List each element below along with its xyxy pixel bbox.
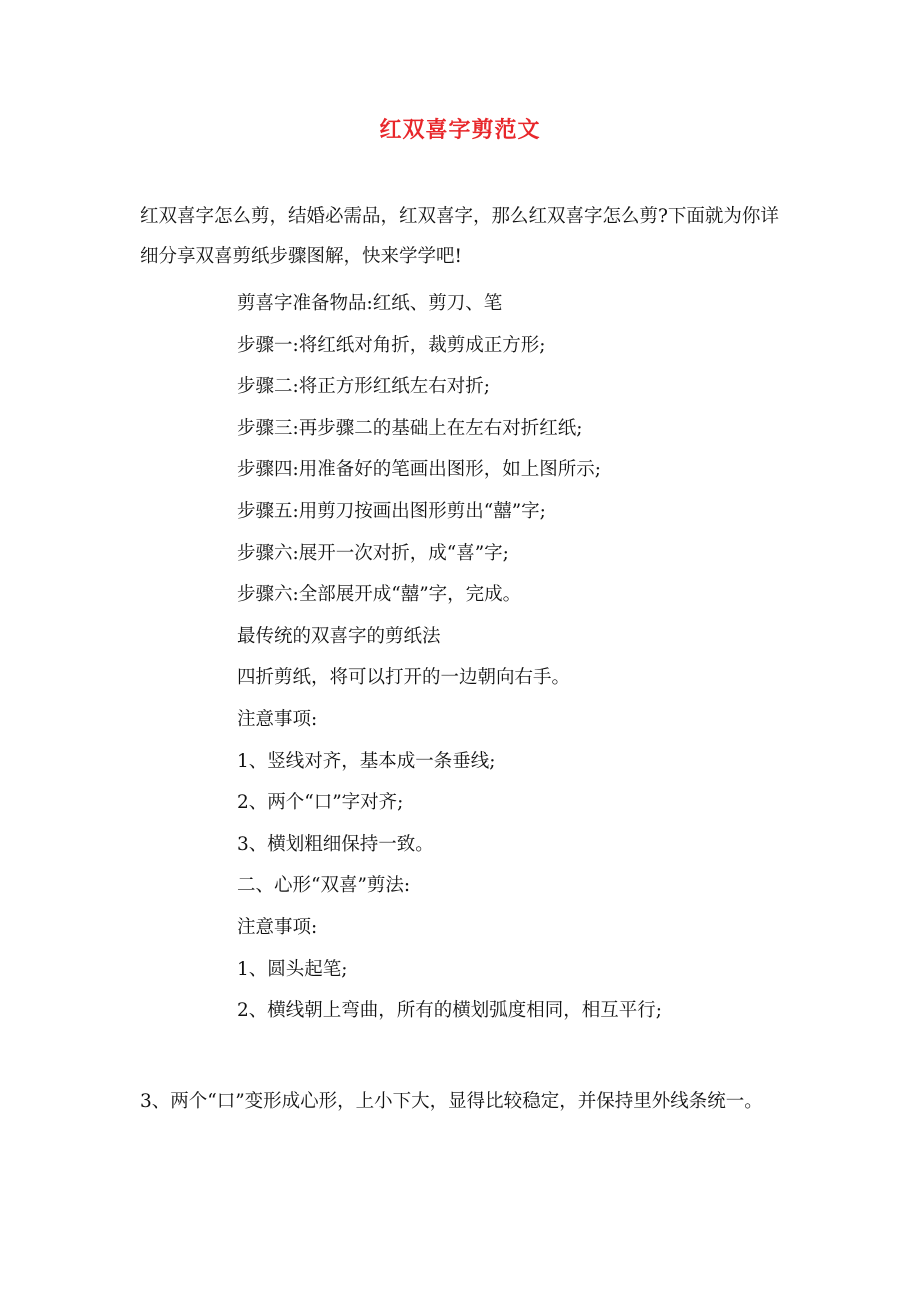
list-item: 步骤四:用准备好的笔画出图形，如上图所示; (237, 459, 601, 481)
content-lines (237, 283, 797, 1032)
list-item: 1、圆头起笔; (237, 958, 348, 980)
list-item: 2、两个“口”字对齐; (237, 792, 404, 814)
list-item: 3、横划粗细保持一致。 (237, 833, 434, 855)
list-item: 步骤一:将红纸对角折，裁剪成正方形; (237, 334, 546, 356)
list-item: 二、心形“双喜”剪法: (237, 875, 411, 897)
closing-paragraph: 3、两个“口”变形成心形，上小下大，显得比较稳定，并保持里外线条统一。 (140, 1091, 763, 1112)
list-item: 四折剪纸，将可以打开的一边朝向右手。 (237, 667, 571, 689)
intro-paragraph: 红双喜字怎么剪，结婚必需品，红双喜字，那么红双喜字怎么剪?下面就为你详细分享双喜剪纸步骤图解，快来学学吧! (140, 206, 779, 267)
list-item: 步骤六:展开一次对折，成“喜”字; (237, 542, 509, 564)
list-item: 步骤六:全部展开成“囍”字，完成。 (237, 584, 522, 606)
list-item: 注意事项: (237, 708, 318, 730)
list-item: 1、竖线对齐，基本成一条垂线; (237, 750, 496, 772)
list-item: 步骤五:用剪刀按画出图形剪出“囍”字; (237, 500, 546, 522)
list-item: 剪喜字准备物品:红纸、剪刀、笔 (237, 293, 503, 314)
list-item: 步骤三:再步骤二的基础上在左右对折红纸; (237, 417, 583, 439)
list-item: 2、横线朝上弯曲，所有的横划弧度相同，相互平行; (237, 1000, 663, 1022)
list-item: 最传统的双喜字的剪纸法 (237, 625, 441, 647)
list-item: 步骤二:将正方形红纸左右对折; (237, 376, 490, 398)
document-title: 红双喜字剪范文 (379, 117, 541, 143)
list-item: 注意事项: (237, 916, 318, 938)
